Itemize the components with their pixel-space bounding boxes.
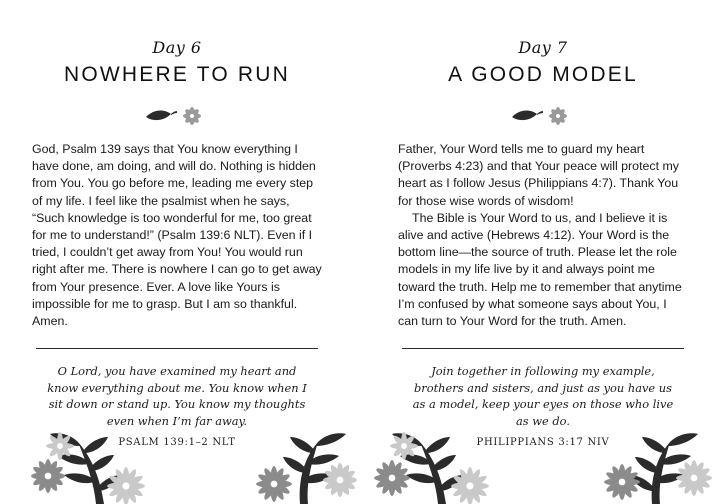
right-body-paragraph-2: The Bible is Your Word to us, and I believe it is alive and active (Hebrews 4:12). Your Word is the bottom line—the source of truth. Please let the role models in my life live by it and always point me toward the truth. Help me to remember that anytime I’m confused by what someone says about You, I can turn to Your Word for the truth. Amen. <box>398 210 682 329</box>
right-verse: Join together in following my example, brothers and sisters, and just as you have us as a model, keep your eyes on those who live as we do. <box>412 364 674 428</box>
left-verse: O Lord, you have examined my heart and know everything about me. You know when I sit down or stand up. You know my thoughts even when I’m far away. <box>47 364 307 428</box>
left-ornament <box>32 99 322 133</box>
leaf-flower-ornament-icon <box>140 103 214 129</box>
left-day-label: Day 6 <box>152 38 202 57</box>
page-gutter <box>360 0 361 504</box>
right-verse-reference: PHILIPPIANS 3:17 NIV <box>476 437 610 449</box>
right-body-text <box>398 141 688 330</box>
left-page-title: NOWHERE TO RUN <box>63 63 291 86</box>
leaf-flower-ornament-icon <box>506 103 580 129</box>
left-divider <box>36 348 318 349</box>
right-divider <box>402 348 684 349</box>
left-body-text <box>32 141 322 330</box>
right-day-label: Day 7 <box>518 38 568 57</box>
right-body-paragraph-1: Father, Your Word tells me to guard my heart (Proverbs 4:23) and that Your peace will protect my heart as I follow Jesus (Philippians 4:7). Thank You for those wise words of wisdom! <box>398 142 680 208</box>
right-page <box>360 0 720 504</box>
left-body-paragraph-1: God, Psalm 139 says that You know everything I have done, am doing, and will do. Nothing is hidden from You. You go before me, leading me every step of my life. I feel like the psalmist when he says, “Such knowledge is too wonderful for me, too great for me to understand!” (Psalm 139:6 NLT). Even if I tried, I couldn’t get away from You! You would run right after me. There is nowhere I can go to get away from Your presence. Ever. A love like Yours is impossible for me to grasp. But I am so thankful. Amen. <box>32 142 322 329</box>
right-ornament <box>398 99 688 133</box>
right-page-title: A GOOD MODEL <box>448 63 638 86</box>
left-verse-reference: PSALM 139:1–2 NLT <box>118 437 236 449</box>
